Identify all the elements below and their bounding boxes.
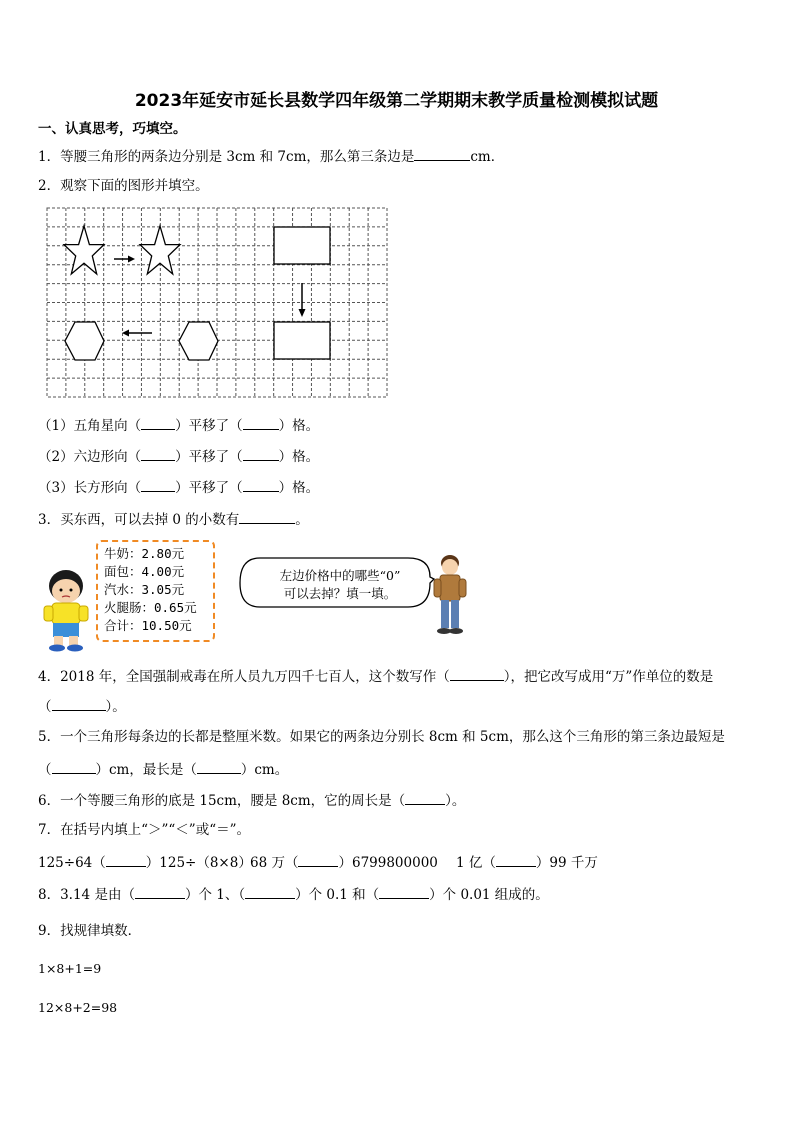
answer-blank[interactable] [52,696,106,711]
hexagon-shape-original [179,322,218,360]
price-item: 牛奶：2.80元 [104,546,185,561]
answer-blank[interactable] [496,852,536,867]
hexagon-shape-moved [65,322,104,360]
question-1 [38,146,504,166]
price-list-box [96,540,215,642]
answer-blank[interactable] [141,446,175,461]
compare-item-2: 68 万（ ）6799800000 [250,852,438,872]
price-item: 火腿肠：0.65元 [104,600,197,615]
question-4-line-2: （ ）。 [38,696,126,716]
question-6: 6．一个等腰三角形的底是 15cm，腰是 8cm，它的周长是（ ）。 [38,790,465,810]
translation-grid-figure [46,207,390,399]
q2-sub-2: （2）六边形向（ ）平移了（ ）格。 [38,446,319,466]
bubble-line-1: 左边价格中的哪些“0” [279,568,401,583]
question-5: 5．一个三角形每条边的长都是整厘米数。如果它的两条边分别长 8cm 和 5cm，那么这个三角形的第三条边最短是 [38,729,725,745]
q2-sub-3: （3）长方形向（ ）平移了（ ）格。 [38,477,319,497]
arrow-down-icon [299,309,306,317]
pattern-equation-1: 1×8+1=9 [38,961,102,976]
compare-item-1: 125÷64（ ）125÷（8×8） [38,852,252,872]
answer-blank[interactable] [243,477,279,492]
answer-blank[interactable] [450,666,504,681]
boy-illustration [40,566,92,652]
answer-blank[interactable] [52,759,96,774]
question-5-line-2: （ ）cm，最长是（ ）cm。 [38,759,288,779]
answer-blank[interactable] [135,884,185,899]
question-4: 4．2018 年，全国强制戒毒在所人员九万四千七百人，这个数写作（ ），把它改写成用“万”作单位的数是 [38,666,713,686]
arrow-right-icon [128,256,135,263]
q1-unit: cm． [470,149,505,165]
answer-blank[interactable] [379,884,429,899]
q2-sub-1: （1）五角星向（ ）平移了（ ）格。 [38,415,319,435]
star-shape-original [64,226,104,274]
question-2: 2．观察下面的图形并填空。 [38,178,209,194]
answer-blank[interactable] [239,509,295,524]
rectangle-shape-original [274,227,330,264]
answer-blank[interactable] [414,146,470,161]
answer-blank[interactable] [141,477,175,492]
answer-blank[interactable] [243,446,279,461]
question-8: 8．3.14 是由（ ）个 1、（ ）个 0.1 和（ ）个 0.01 组成的。 [38,884,549,904]
section-heading: 一、认真思考，巧填空。 [38,121,187,137]
answer-blank[interactable] [106,852,146,867]
compare-item-3: 1 亿（ ）99 千万 [456,852,598,872]
price-total: 合计：10.50元 [104,618,192,633]
teacher-illustration [429,553,469,637]
price-item: 汽水：3.05元 [104,582,185,597]
grid-lines [47,208,387,397]
star-shape-moved [140,226,180,274]
question-7: 7．在括号内填上“＞”“＜”或“＝”。 [38,822,250,838]
question-3: 3．买东西，可以去掉 0 的小数有 。 [38,509,309,529]
q1-text: 1．等腰三角形的两条边分别是 3cm 和 7cm，那么第三条边是 [38,149,415,165]
answer-blank[interactable] [141,415,175,430]
answer-blank[interactable] [405,790,445,805]
pattern-equation-2: 12×8+2=98 [38,1000,118,1015]
answer-blank[interactable] [298,852,338,867]
rectangle-shape-moved [274,322,330,359]
answer-blank[interactable] [243,415,279,430]
question-9: 9．找规律填数． [38,923,142,939]
bubble-line-2: 可以去掉？填一填。 [283,586,397,601]
page-title: 2023年延安市延长县数学四年级第二学期期末教学质量检测模拟试题 [134,91,659,111]
answer-blank[interactable] [245,884,295,899]
price-item: 面包：4.00元 [104,564,185,579]
answer-blank[interactable] [197,759,241,774]
